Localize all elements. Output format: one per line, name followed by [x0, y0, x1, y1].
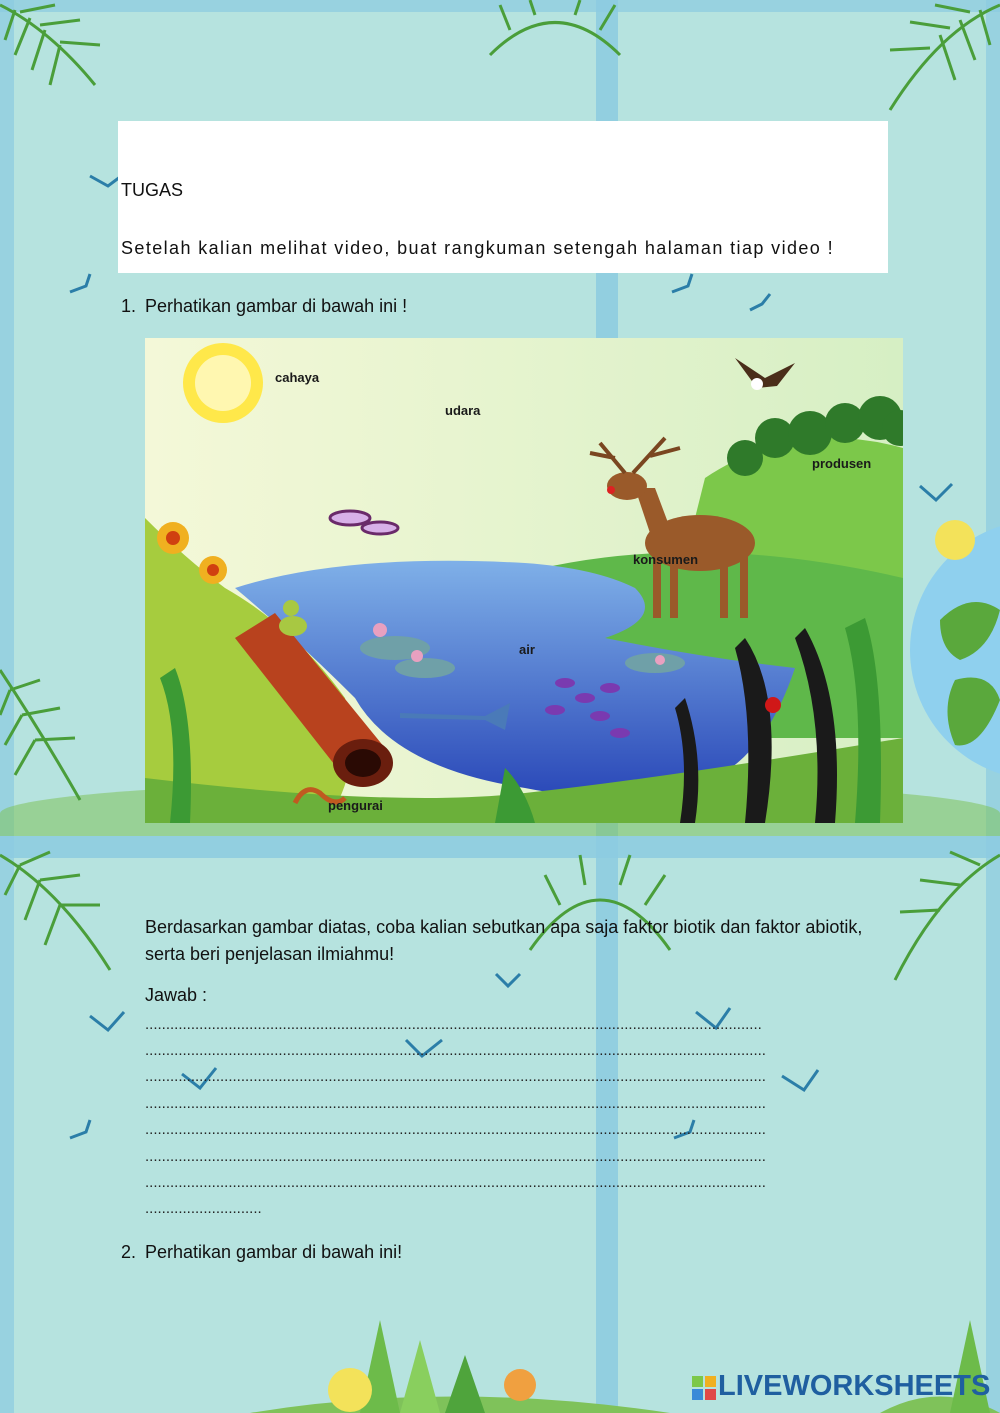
bird-icon	[88, 1010, 128, 1040]
page-title: TUGAS	[121, 180, 184, 200]
instruction-text: Setelah kalian melihat video, buat rangkuman setengah halaman tiap video !	[121, 238, 834, 258]
answer-label: Jawab :	[145, 985, 208, 1005]
label-konsumen: konsumen	[633, 552, 699, 567]
bottom-landscape-decoration	[250, 1290, 670, 1413]
palm-leaf-top-left	[0, 0, 120, 100]
question-text: Perhatikan gambar di bawah ini !	[145, 296, 408, 316]
bird-icon	[66, 272, 96, 300]
label-pengurai: pengurai	[328, 798, 383, 813]
label-air: air	[519, 642, 535, 657]
palm-leaf-left-middle	[0, 660, 90, 810]
palm-leaf-left-lower	[0, 850, 120, 1000]
bird-icon	[746, 292, 776, 314]
palm-leaf-right-lower	[880, 850, 1000, 990]
label-udara: udara	[445, 403, 481, 418]
palm-leaf-top-right	[860, 0, 1000, 120]
question-text: Perhatikan gambar di bawah ini!	[145, 1242, 403, 1262]
answer-line[interactable]: ....................................................................................................................................................	[145, 1016, 762, 1033]
question-number: 1.	[121, 296, 137, 316]
palm-leaf-top-center	[480, 0, 630, 60]
answer-line[interactable]: .....................................................................................................................................................	[145, 1042, 766, 1059]
liveworksheets-logo-icon	[692, 1376, 716, 1400]
answer-line[interactable]: .....................................................................................................................................................	[145, 1095, 766, 1112]
question-number: 2.	[121, 1242, 137, 1262]
sun-icon	[183, 343, 263, 423]
answer-line[interactable]: .....................................................................................................................................................	[145, 1148, 766, 1165]
background-stripe-horizontal	[0, 836, 1000, 858]
bird-icon	[494, 970, 524, 992]
answer-line[interactable]: ............................	[145, 1200, 262, 1217]
bird-icon	[668, 272, 698, 302]
globe-decoration	[900, 510, 1000, 790]
ladybug-icon	[765, 697, 781, 713]
answer-line[interactable]: .....................................................................................................................................................	[145, 1121, 766, 1138]
answer-line[interactable]: .....................................................................................................................................................	[145, 1068, 766, 1085]
liveworksheets-logo[interactable]: LIVEWORKSHEETS	[718, 1370, 991, 1402]
bird-icon	[918, 482, 954, 506]
bird-icon	[66, 1118, 96, 1146]
label-cahaya: cahaya	[275, 370, 320, 385]
question-prompt: Berdasarkan gambar diatas, coba kalian sebutkan apa saja faktor biotik dan faktor abiotik, serta beri penjelasan ilmiahmu!	[145, 917, 863, 964]
answer-line[interactable]: .....................................................................................................................................................	[145, 1174, 766, 1191]
label-produsen: produsen	[812, 456, 872, 471]
ecosystem-illustration	[145, 338, 903, 823]
